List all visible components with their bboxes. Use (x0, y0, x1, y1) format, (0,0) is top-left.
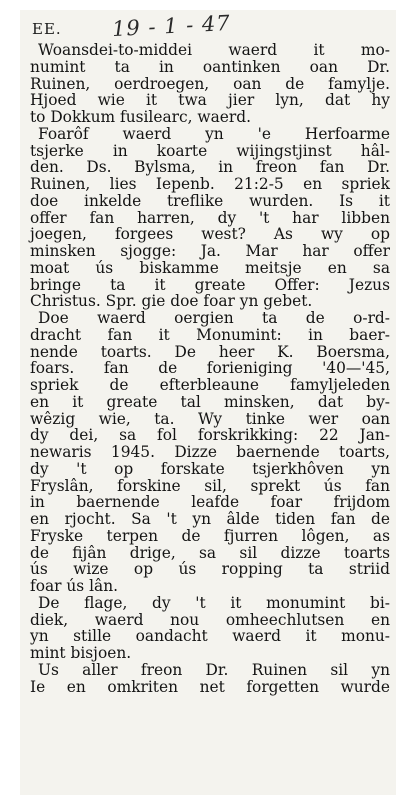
paragraph (30, 595, 390, 662)
text-line: dy dei, sa fol forskrikking: 22 Jan- (30, 426, 390, 445)
text-line: foar ús lân. (30, 577, 118, 595)
text-line: wêzig wie, ta. Wy tinke wer oan (30, 409, 390, 428)
text-line: spriek de efterbleaune famyljeleden (30, 376, 390, 394)
clipping-header (20, 10, 396, 42)
text-line: dracht fan it Monumint: in baer- (30, 325, 390, 344)
text-line: ús wize op ús ropping ta striid (30, 560, 390, 579)
text-line: diek, waerd nou omheechlutsen en (30, 610, 390, 629)
paragraph (30, 662, 390, 696)
text-line: Foarôf waerd yn 'e Herfoarme (38, 124, 390, 143)
text-line: in baernende leafde foar frijdom (30, 493, 390, 512)
text-line: en it greate tal minsken, dat by- (30, 392, 390, 411)
text-line: minsken sjogge: Ja. Mar har offer (30, 242, 390, 260)
text-line: de fijân drige, sa sil dizze toarts (30, 543, 390, 562)
newspaper-clipping (20, 10, 396, 795)
text-line: Ruinen, lies Iepenb. 21:2-5 en spriek (30, 175, 390, 193)
text-line: Fryslân, forskine sil, sprekt ús fan (30, 476, 390, 495)
text-line: offer fan harren, dy 't har libben (30, 208, 390, 227)
paragraph (30, 126, 390, 310)
text-line: doe inkelde treflike wurden. Is it (30, 191, 390, 210)
text-line: to Dokkum fusilearc, waerd. (30, 108, 251, 126)
text-line: yn stille oandacht waerd it monu- (30, 627, 390, 646)
section-marker: EE. (32, 20, 62, 38)
text-line: tsjerke in koarte wijingstjinst hâl- (30, 141, 390, 160)
text-line: Hjoed wie it twa jier lyn, dat hy (30, 91, 390, 110)
text-line: den. Ds. Bylsma, in freon fan Dr. (30, 158, 390, 177)
text-line: moat ús biskamme meitsje en sa (30, 258, 390, 277)
text-line: Doe waerd oergien ta de o-rd- (38, 309, 390, 327)
text-line: Woansdei-to-middei waerd it mo- (38, 41, 390, 59)
text-line: foars. fan de forieniging '40—'45, (30, 359, 390, 378)
text-line: nende toarts. De heer K. Boersma, (30, 342, 390, 361)
text-line: joegen, forgees west? As wy op (30, 225, 390, 244)
text-line: en rjocht. Sa 't yn âlde tiden fan de (30, 510, 390, 528)
text-line: bringe ta it greate Offer: Jezus (30, 275, 390, 294)
text-line: Us aller freon Dr. Ruinen sil yn (38, 660, 390, 679)
text-line: mint bisjoen. (30, 644, 132, 662)
text-line: numint ta in oantinken oan Dr. (30, 57, 390, 76)
text-line: De flage, dy 't it monumint bi- (38, 593, 390, 612)
text-line: Fryske terpen de fjurren lôgen, as (30, 526, 390, 545)
text-line: Ie en omkriten net forgetten wurde (30, 677, 390, 696)
text-line: dy 't op forskate tsjerkhôven yn (30, 459, 390, 478)
paragraph (30, 310, 390, 595)
text-line: Christus. Spr. gie doe foar yn gebet. (30, 292, 313, 311)
handwritten-date: 19 - 1 - 47 (111, 10, 232, 42)
text-line: Ruinen, oerdroegen, oan de famylje. (30, 74, 390, 93)
article-body (30, 42, 390, 695)
text-line: newaris 1945. Dizze baernende toarts, (30, 443, 390, 461)
paragraph (30, 42, 390, 126)
